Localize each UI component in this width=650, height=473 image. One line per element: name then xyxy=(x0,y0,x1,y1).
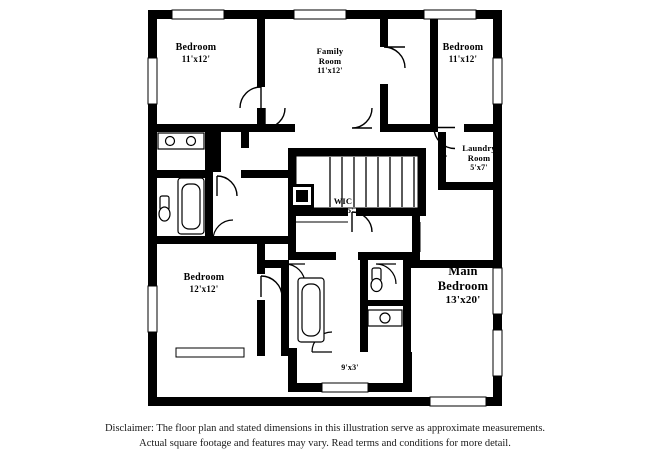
room-name: Bedroom xyxy=(175,42,217,53)
closet-rods xyxy=(296,222,420,252)
disclaimer xyxy=(0,421,650,451)
room-label-bedroom-bottom-left xyxy=(156,272,252,294)
room-name: Bedroom xyxy=(183,272,225,283)
room-label-family-room xyxy=(290,46,370,75)
room-dimensions: 13'x20' xyxy=(445,293,481,306)
room-name: Laundry xyxy=(462,143,496,153)
room-name-line2: Bedroom xyxy=(437,278,489,293)
room-label-bedroom-top-right xyxy=(415,42,511,64)
room-name-line2: Room xyxy=(467,153,491,164)
room-label-bedroom-top-left xyxy=(148,42,244,64)
room-name: Family xyxy=(316,46,344,56)
room-dimensions: 11'x5' xyxy=(332,206,354,216)
room-name: WIC xyxy=(333,196,353,206)
room-dimensions: 11'x12' xyxy=(448,53,478,64)
room-name: Bedroom xyxy=(442,42,484,53)
room-dimensions: 5'x7' xyxy=(470,163,488,173)
room-label-main-bedroom xyxy=(408,264,518,306)
room-dimensions: 11'x12' xyxy=(181,53,211,64)
disclaimer-line-2: Actual square footage and features may vary. Read terms and conditions for more detail. xyxy=(139,438,511,450)
room-dimensions: 12'x12' xyxy=(189,283,219,294)
room-dimensions: 11'x12' xyxy=(317,66,343,76)
room-dimensions: 9'x3' xyxy=(341,363,359,372)
room-label-wic xyxy=(310,196,376,215)
room-name: Main xyxy=(448,264,478,278)
disclaimer-line-1: Disclaimer: The floor plan and stated dimensions in this illustration serve as approximate measurements. xyxy=(104,423,546,434)
room-label-bath-bump-out xyxy=(305,363,395,372)
room-label-laundry-room xyxy=(440,143,518,172)
room-name-line2: Room xyxy=(318,56,342,67)
